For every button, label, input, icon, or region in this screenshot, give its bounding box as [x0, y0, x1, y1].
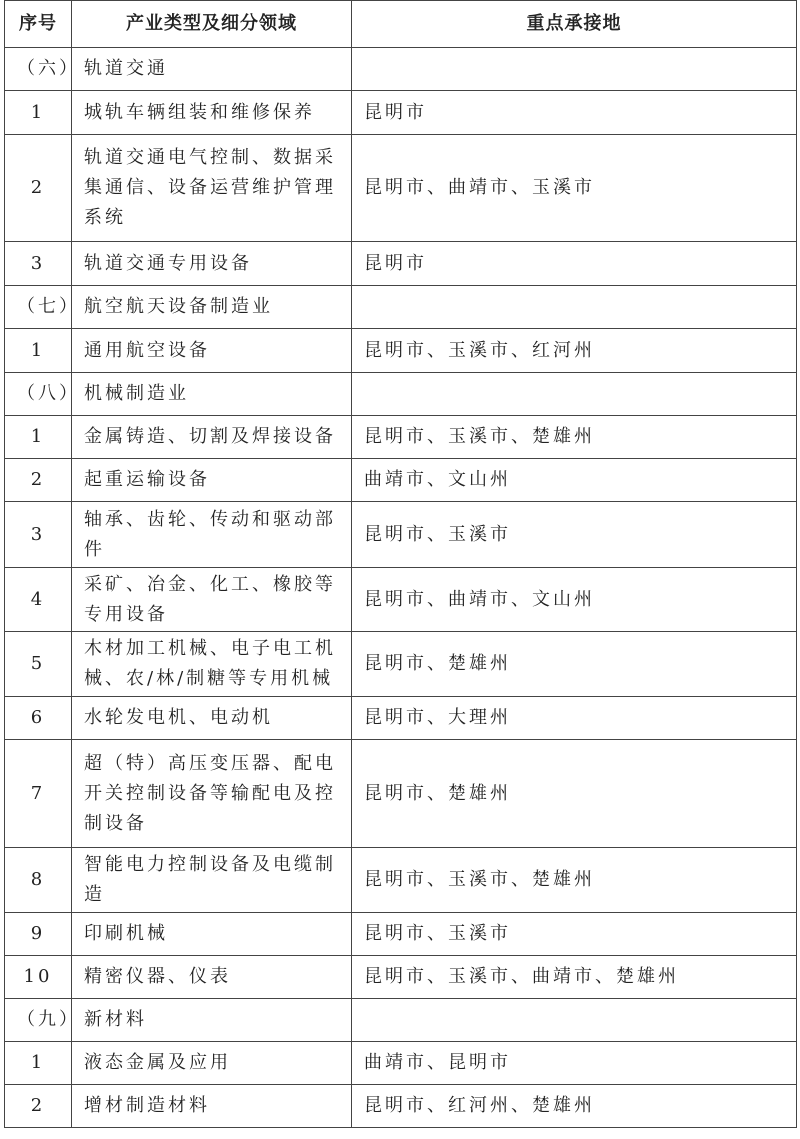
header-industry: 产业类型及细分领域	[72, 1, 352, 48]
row-location: 昆明市	[352, 242, 797, 286]
row-industry: 轨道交通电气控制、数据采集通信、设备运营维护管理系统	[72, 135, 352, 242]
table-row	[5, 1085, 797, 1128]
row-location	[352, 373, 797, 416]
table-row	[5, 459, 797, 502]
row-location: 昆明市、曲靖市、文山州	[352, 568, 797, 632]
table-row	[5, 502, 797, 568]
table-header-row	[5, 1, 797, 48]
row-industry: 采矿、冶金、化工、橡胶等专用设备	[72, 568, 352, 632]
row-index: （九）	[5, 999, 72, 1042]
section-row	[5, 373, 797, 416]
table-row	[5, 1042, 797, 1085]
industry-table	[4, 0, 797, 1128]
table-row	[5, 135, 797, 242]
row-location: 昆明市、曲靖市、玉溪市	[352, 135, 797, 242]
row-index: 5	[5, 632, 72, 697]
table-row	[5, 697, 797, 740]
row-location: 昆明市、红河州、楚雄州	[352, 1085, 797, 1128]
row-industry: 通用航空设备	[72, 329, 352, 373]
row-index: 10	[5, 956, 72, 999]
row-industry: 金属铸造、切割及焊接设备	[72, 416, 352, 459]
table-row	[5, 848, 797, 913]
row-industry: 轨道交通	[72, 48, 352, 91]
row-location: 昆明市、玉溪市、红河州	[352, 329, 797, 373]
row-index: 1	[5, 91, 72, 135]
table-row	[5, 632, 797, 697]
row-location: 昆明市、玉溪市、楚雄州	[352, 416, 797, 459]
row-location: 昆明市、楚雄州	[352, 632, 797, 697]
row-industry: 轴承、齿轮、传动和驱动部件	[72, 502, 352, 568]
row-index: 7	[5, 740, 72, 848]
section-row	[5, 286, 797, 329]
row-location: 昆明市、玉溪市	[352, 502, 797, 568]
row-location: 昆明市	[352, 91, 797, 135]
row-index: 1	[5, 1042, 72, 1085]
table-row	[5, 568, 797, 632]
row-industry: 新材料	[72, 999, 352, 1042]
header-index: 序号	[5, 1, 72, 48]
section-row	[5, 48, 797, 91]
row-industry: 智能电力控制设备及电缆制造	[72, 848, 352, 913]
row-industry: 水轮发电机、电动机	[72, 697, 352, 740]
row-index: 1	[5, 329, 72, 373]
row-location: 昆明市、玉溪市、楚雄州	[352, 848, 797, 913]
section-row	[5, 999, 797, 1042]
row-index: 9	[5, 913, 72, 956]
table-row	[5, 956, 797, 999]
row-location: 昆明市、玉溪市、曲靖市、楚雄州	[352, 956, 797, 999]
row-index: 3	[5, 502, 72, 568]
row-location: 昆明市、楚雄州	[352, 740, 797, 848]
row-index: 4	[5, 568, 72, 632]
table-row	[5, 91, 797, 135]
row-index: （八）	[5, 373, 72, 416]
row-industry: 增材制造材料	[72, 1085, 352, 1128]
row-location: 曲靖市、文山州	[352, 459, 797, 502]
row-index: 2	[5, 1085, 72, 1128]
header-location: 重点承接地	[352, 1, 797, 48]
row-index: 1	[5, 416, 72, 459]
table-row	[5, 913, 797, 956]
row-index: 6	[5, 697, 72, 740]
row-index: 2	[5, 459, 72, 502]
row-industry: 印刷机械	[72, 913, 352, 956]
table-row	[5, 416, 797, 459]
row-index: （六）	[5, 48, 72, 91]
table-row	[5, 740, 797, 848]
row-industry: 航空航天设备制造业	[72, 286, 352, 329]
row-location: 曲靖市、昆明市	[352, 1042, 797, 1085]
row-industry: 起重运输设备	[72, 459, 352, 502]
row-location: 昆明市、玉溪市	[352, 913, 797, 956]
row-industry: 精密仪器、仪表	[72, 956, 352, 999]
row-location	[352, 48, 797, 91]
row-index: 2	[5, 135, 72, 242]
row-industry: 轨道交通专用设备	[72, 242, 352, 286]
row-index: （七）	[5, 286, 72, 329]
row-location	[352, 286, 797, 329]
row-location	[352, 999, 797, 1042]
row-industry: 液态金属及应用	[72, 1042, 352, 1085]
row-index: 3	[5, 242, 72, 286]
row-industry: 城轨车辆组装和维修保养	[72, 91, 352, 135]
table-row	[5, 329, 797, 373]
table-row	[5, 242, 797, 286]
row-location: 昆明市、大理州	[352, 697, 797, 740]
row-industry: 机械制造业	[72, 373, 352, 416]
row-industry: 超（特）高压变压器、配电开关控制设备等输配电及控制设备	[72, 740, 352, 848]
row-index: 8	[5, 848, 72, 913]
row-industry: 木材加工机械、电子电工机械、农/林/制糖等专用机械	[72, 632, 352, 697]
